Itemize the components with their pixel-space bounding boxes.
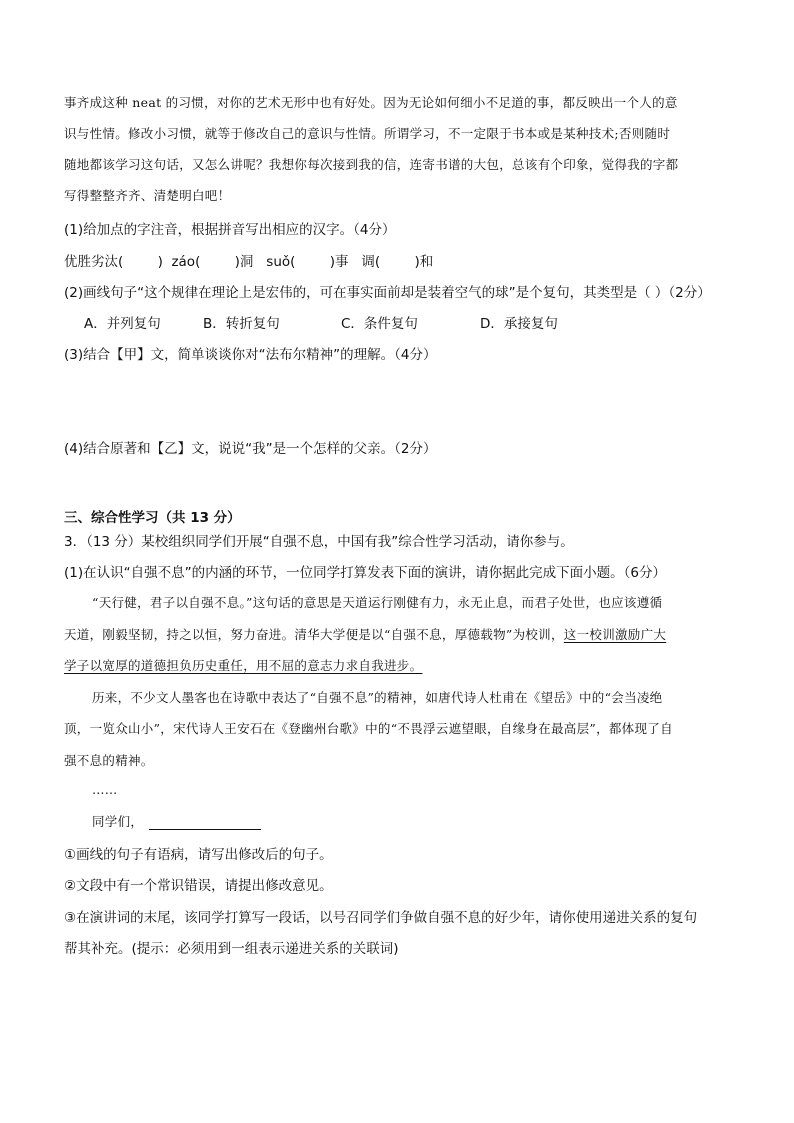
speech-p2-line-1: 历来，不少文人墨客也在诗歌中表达了“自强不息”的精神，如唐代诗人杜甫在《望岳》中的“会当凌绝 — [92, 690, 663, 705]
speech-p1-line-1: “天行健，君子以自强不息。”这句话的意思是天道运行刚健有力，永无止息，而君子处世，也应该遵循 — [92, 595, 663, 610]
passage-line-1: 事齐成这种 neat 的习惯，对你的艺术无形中也有好处。因为无论如何细小不足道的事，都反映出一个人的意 — [64, 95, 678, 110]
option-a: A．并列复句 — [84, 316, 161, 332]
task-1: ①画线的句子有语病，请写出修改后的句子。 — [64, 847, 333, 863]
task-2: ②文段中有一个常识错误，请提出修改意见。 — [64, 878, 333, 894]
speech-ellipsis: …… — [92, 782, 118, 797]
speech-p2-line-3: 强不息的精神。 — [64, 753, 154, 768]
task-3-line-2: 帮其补充。(提示：必须用到一组表示递进关系的关联词) — [64, 941, 399, 957]
passage-line-2: 识与性情。修改小习惯，就等于修改自己的意识与性情。所谓学习，不一定限于书本或是某种技术;否则随时 — [64, 126, 671, 141]
question-4-stem: (4)结合原著和【乙】文，说说“我”是一个怎样的父亲。（2分） — [64, 441, 437, 457]
question-1-items: 优胜劣汰( ) záo( )洞 suǒ( )事 调( )和 — [64, 254, 434, 270]
option-b: B．转折复句 — [203, 316, 280, 332]
speech-closing-text: 同学们， — [92, 814, 144, 829]
option-c: C．条件复句 — [341, 316, 418, 332]
subquestion-1-stem: (1)在认识“自强不息”的内涵的环节，一位同学打算发表下面的演讲，请你据此完成下面小题。（6分） — [64, 565, 666, 581]
question-3-stem: (3)结合【甲】文，简单谈谈你对“法布尔精神”的理解。（4分） — [64, 347, 437, 363]
passage-line-3: 随地都该学习这句话，又怎么讲呢？我想你每次接到我的信，连寄书谱的大包，总该有个印象，觉得我的字都 — [64, 157, 679, 172]
underlined-sentence-part-1: 这一校训激励广大 — [563, 627, 667, 642]
passage-line-4: 写得整整齐齐、清楚明白吧！ — [64, 188, 231, 203]
speech-p1-line-2 — [64, 625, 666, 643]
question-2-stem: (2)画线句子“这个规律在理论上是宏伟的，可在事实面前却是装着空气的球”是个复句，其类型是（ ）（2分） — [64, 285, 711, 301]
task-3-line-1: ③在演讲词的末尾，该同学打算写一段话，以号召同学们争做自强不息的好少年，请你使用递进关系的复句 — [64, 910, 698, 926]
section-question-title: 3．（13 分）某校组织同学们开展“自强不息，中国有我”综合性学习活动，请你参与。 — [64, 534, 574, 550]
question-2-options — [0, 312, 794, 332]
question-1-stem: (1)给加点的字注音，根据拼音写出相应的汉字。（4分） — [64, 222, 396, 238]
option-d: D．承接复句 — [480, 316, 558, 332]
speech-closing — [92, 812, 261, 830]
speech-p1-line-2-text: 天道，刚毅坚韧，持之以恒，努力奋进。清华大学便是以“自强不息，厚德载物”为校训， — [64, 627, 564, 642]
answer-blank[interactable] — [149, 815, 261, 830]
speech-p2-line-2: 顶，一览众山小”，宋代诗人王安石在《登幽州台歌》中的“不畏浮云遮望眼，自缘身在最高层”，都体现了自 — [64, 721, 673, 736]
section-heading: 三、综合性学习（共 13 分） — [64, 510, 241, 526]
underlined-sentence-part-2: 学子以宽厚的道德担负历史重任，用不屈的意志力求自我进步。 — [64, 658, 423, 673]
